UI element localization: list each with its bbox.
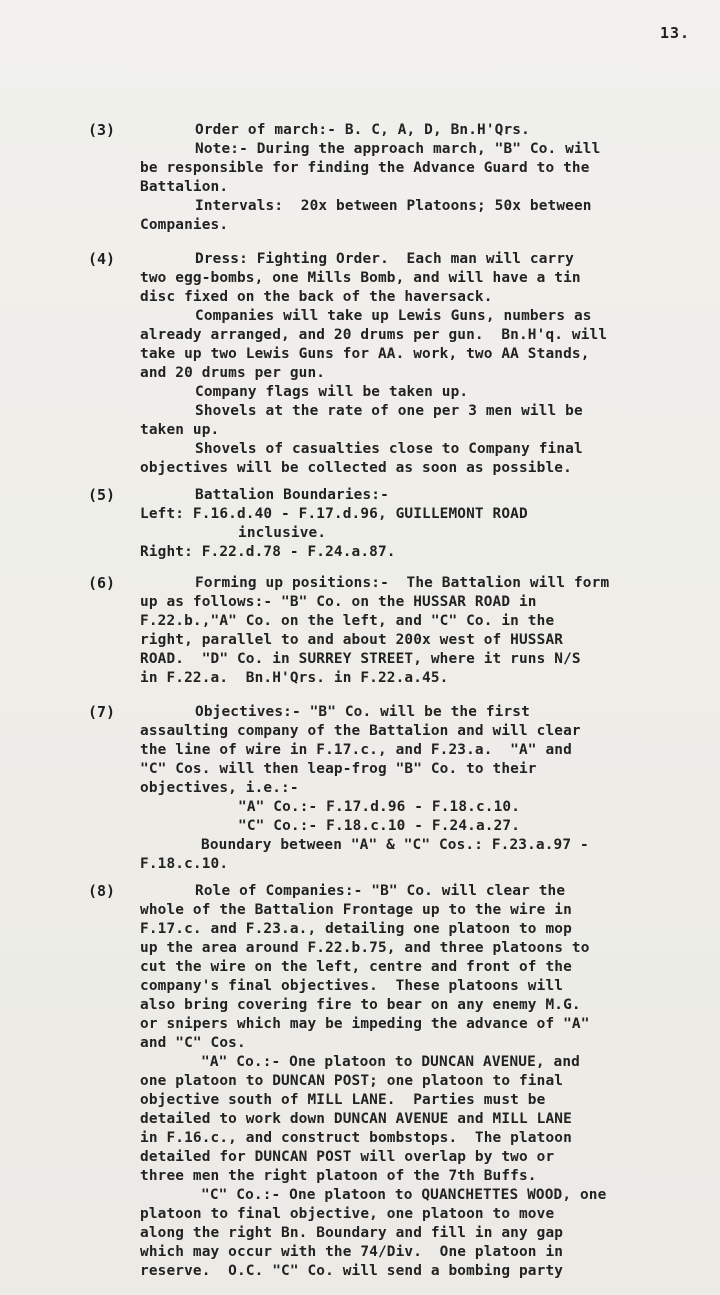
text-line: Companies. — [140, 217, 229, 233]
text-line: also bring covering fire to bear on any enemy M.G. — [140, 997, 581, 1013]
text-line: objectives will be collected as soon as possible. — [140, 460, 572, 476]
text-line: inclusive. — [238, 525, 327, 541]
text-line: Shovels at the rate of one per 3 men will be — [195, 403, 583, 419]
text-line: Shovels of casualties close to Company final — [195, 441, 583, 457]
paragraph-number: (4) — [88, 250, 116, 268]
text-line: Companies will take up Lewis Guns, numbers as — [195, 308, 592, 324]
text-line: F.18.c.10. — [140, 856, 229, 872]
text-line: in F.16.c., and construct bombstops. The platoon — [140, 1130, 572, 1146]
text-line: in F.22.a. Bn.H'Qrs. in F.22.a.45. — [140, 670, 449, 686]
text-line: "C" Co.:- One platoon to QUANCHETTES WOOD, one — [201, 1187, 607, 1203]
text-line: Right: F.22.d.78 - F.24.a.87. — [140, 544, 396, 560]
page-number: 13. — [660, 24, 691, 42]
text-line: along the right Bn. Boundary and fill in any gap — [140, 1225, 564, 1241]
text-line: Dress: Fighting Order. Each man will carry — [195, 251, 574, 267]
text-line: reserve. O.C. "C" Co. will send a bombing party — [140, 1263, 564, 1279]
paragraph-number: (6) — [88, 574, 116, 592]
text-line: "C" Cos. will then leap-frog "B" Co. to their — [140, 761, 537, 777]
text-line: right, parallel to and about 200x west of HUSSAR — [140, 632, 564, 648]
text-line: Order of march:- B. C, A, D, Bn.H'Qrs. — [195, 122, 530, 138]
text-line: objective south of MILL LANE. Parties must be — [140, 1092, 546, 1108]
text-line: Forming up positions:- The Battalion will form — [195, 575, 610, 591]
text-line: F.22.b.,"A" Co. on the left, and "C" Co. in the — [140, 613, 555, 629]
text-line: which may occur with the 74/Div. One platoon in — [140, 1244, 564, 1260]
text-line: company's final objectives. These platoons will — [140, 978, 564, 994]
text-line: "A" Co.:- F.17.d.96 - F.18.c.10. — [238, 799, 521, 815]
text-line: two egg-bombs, one Mills Bomb, and will have a tin — [140, 270, 581, 286]
text-line: Company flags will be taken up. — [195, 384, 469, 400]
text-line: take up two Lewis Guns for AA. work, two AA Stands, — [140, 346, 590, 362]
text-line: F.17.c. and F.23.a., detailing one platoon to mop — [140, 921, 572, 937]
text-line: taken up. — [140, 422, 220, 438]
text-line: three men the right platoon of the 7th Buffs. — [140, 1168, 537, 1184]
text-line: and 20 drums per gun. — [140, 365, 326, 381]
text-line: already arranged, and 20 drums per gun. Bn.H'q. will — [140, 327, 608, 343]
text-line: Battalion. — [140, 179, 229, 195]
text-line: whole of the Battalion Frontage up to the wire in — [140, 902, 572, 918]
paragraph-number: (7) — [88, 703, 116, 721]
text-line: Intervals: 20x between Platoons; 50x between — [195, 198, 592, 214]
text-line: Left: F.16.d.40 - F.17.d.96, GUILLEMONT ROAD — [140, 506, 528, 522]
text-line: up as follows:- "B" Co. on the HUSSAR ROAD in — [140, 594, 537, 610]
text-line: detailed to work down DUNCAN AVENUE and MILL LANE — [140, 1111, 572, 1127]
paragraph-number: (8) — [88, 882, 116, 900]
text-line: one platoon to DUNCAN POST; one platoon to final — [140, 1073, 564, 1089]
text-line: Objectives:- "B" Co. will be the first — [195, 704, 530, 720]
text-line: or snipers which may be impeding the advance of "A" — [140, 1016, 590, 1032]
paragraph-number: (3) — [88, 121, 116, 139]
text-line: Battalion Boundaries:- — [195, 487, 389, 503]
text-line: ROAD. "D" Co. in SURREY STREET, where it runs N/S — [140, 651, 581, 667]
text-line: disc fixed on the back of the haversack. — [140, 289, 493, 305]
text-line: "C" Co.:- F.18.c.10 - F.24.a.27. — [238, 818, 521, 834]
text-line: objectives, i.e.:- — [140, 780, 299, 796]
text-line: "A" Co.:- One platoon to DUNCAN AVENUE, and — [201, 1054, 580, 1070]
text-line: platoon to final objective, one platoon to move — [140, 1206, 555, 1222]
text-line: up the area around F.22.b.75, and three platoons to — [140, 940, 590, 956]
text-line: the line of wire in F.17.c., and F.23.a. "A" and — [140, 742, 572, 758]
paragraph-number: (5) — [88, 486, 116, 504]
text-line: Note:- During the approach march, "B" Co. will — [195, 141, 601, 157]
text-line: cut the wire on the left, centre and front of the — [140, 959, 572, 975]
text-line: Boundary between "A" & "C" Cos.: F.23.a.97 - — [201, 837, 589, 853]
text-line: assaulting company of the Battalion and will clear — [140, 723, 581, 739]
text-line: Role of Companies:- "B" Co. will clear the — [195, 883, 566, 899]
text-line: detailed for DUNCAN POST will overlap by two or — [140, 1149, 555, 1165]
text-line: be responsible for finding the Advance Guard to the — [140, 160, 590, 176]
text-line: and "C" Cos. — [140, 1035, 246, 1051]
